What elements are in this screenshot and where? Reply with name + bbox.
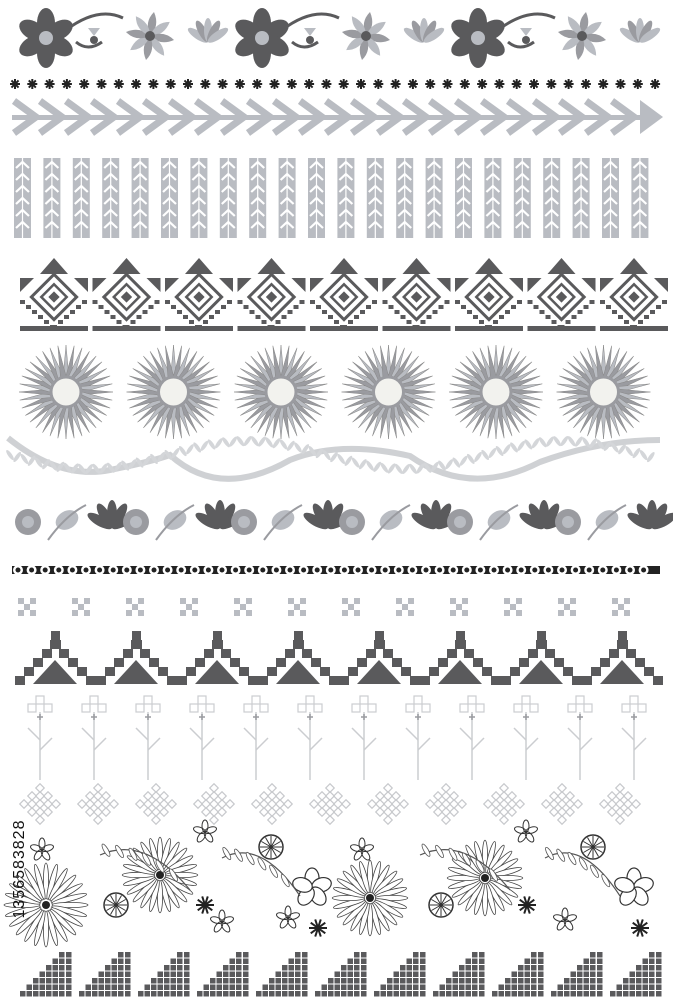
line-flower-border xyxy=(28,696,646,780)
lattice-border xyxy=(20,784,640,824)
asterisk-border xyxy=(10,79,660,89)
folk-floral-border xyxy=(15,500,673,540)
chevron-bar-border xyxy=(14,158,648,238)
floral-border xyxy=(16,8,663,68)
arrow-chevron-border xyxy=(12,100,663,134)
dotted-star-border xyxy=(12,565,660,575)
stepped-triangle-border xyxy=(20,952,662,997)
daisy-border xyxy=(19,345,651,439)
geometric-diamond-border xyxy=(20,258,668,331)
stock-id-text: 1356583828 xyxy=(11,819,28,919)
cross-stitch-border xyxy=(18,598,630,616)
stock-id-label xyxy=(5,748,35,998)
wildflower-border xyxy=(4,820,655,947)
leaf-vine-border xyxy=(5,435,660,479)
stepped-zigzag-border xyxy=(15,631,663,685)
